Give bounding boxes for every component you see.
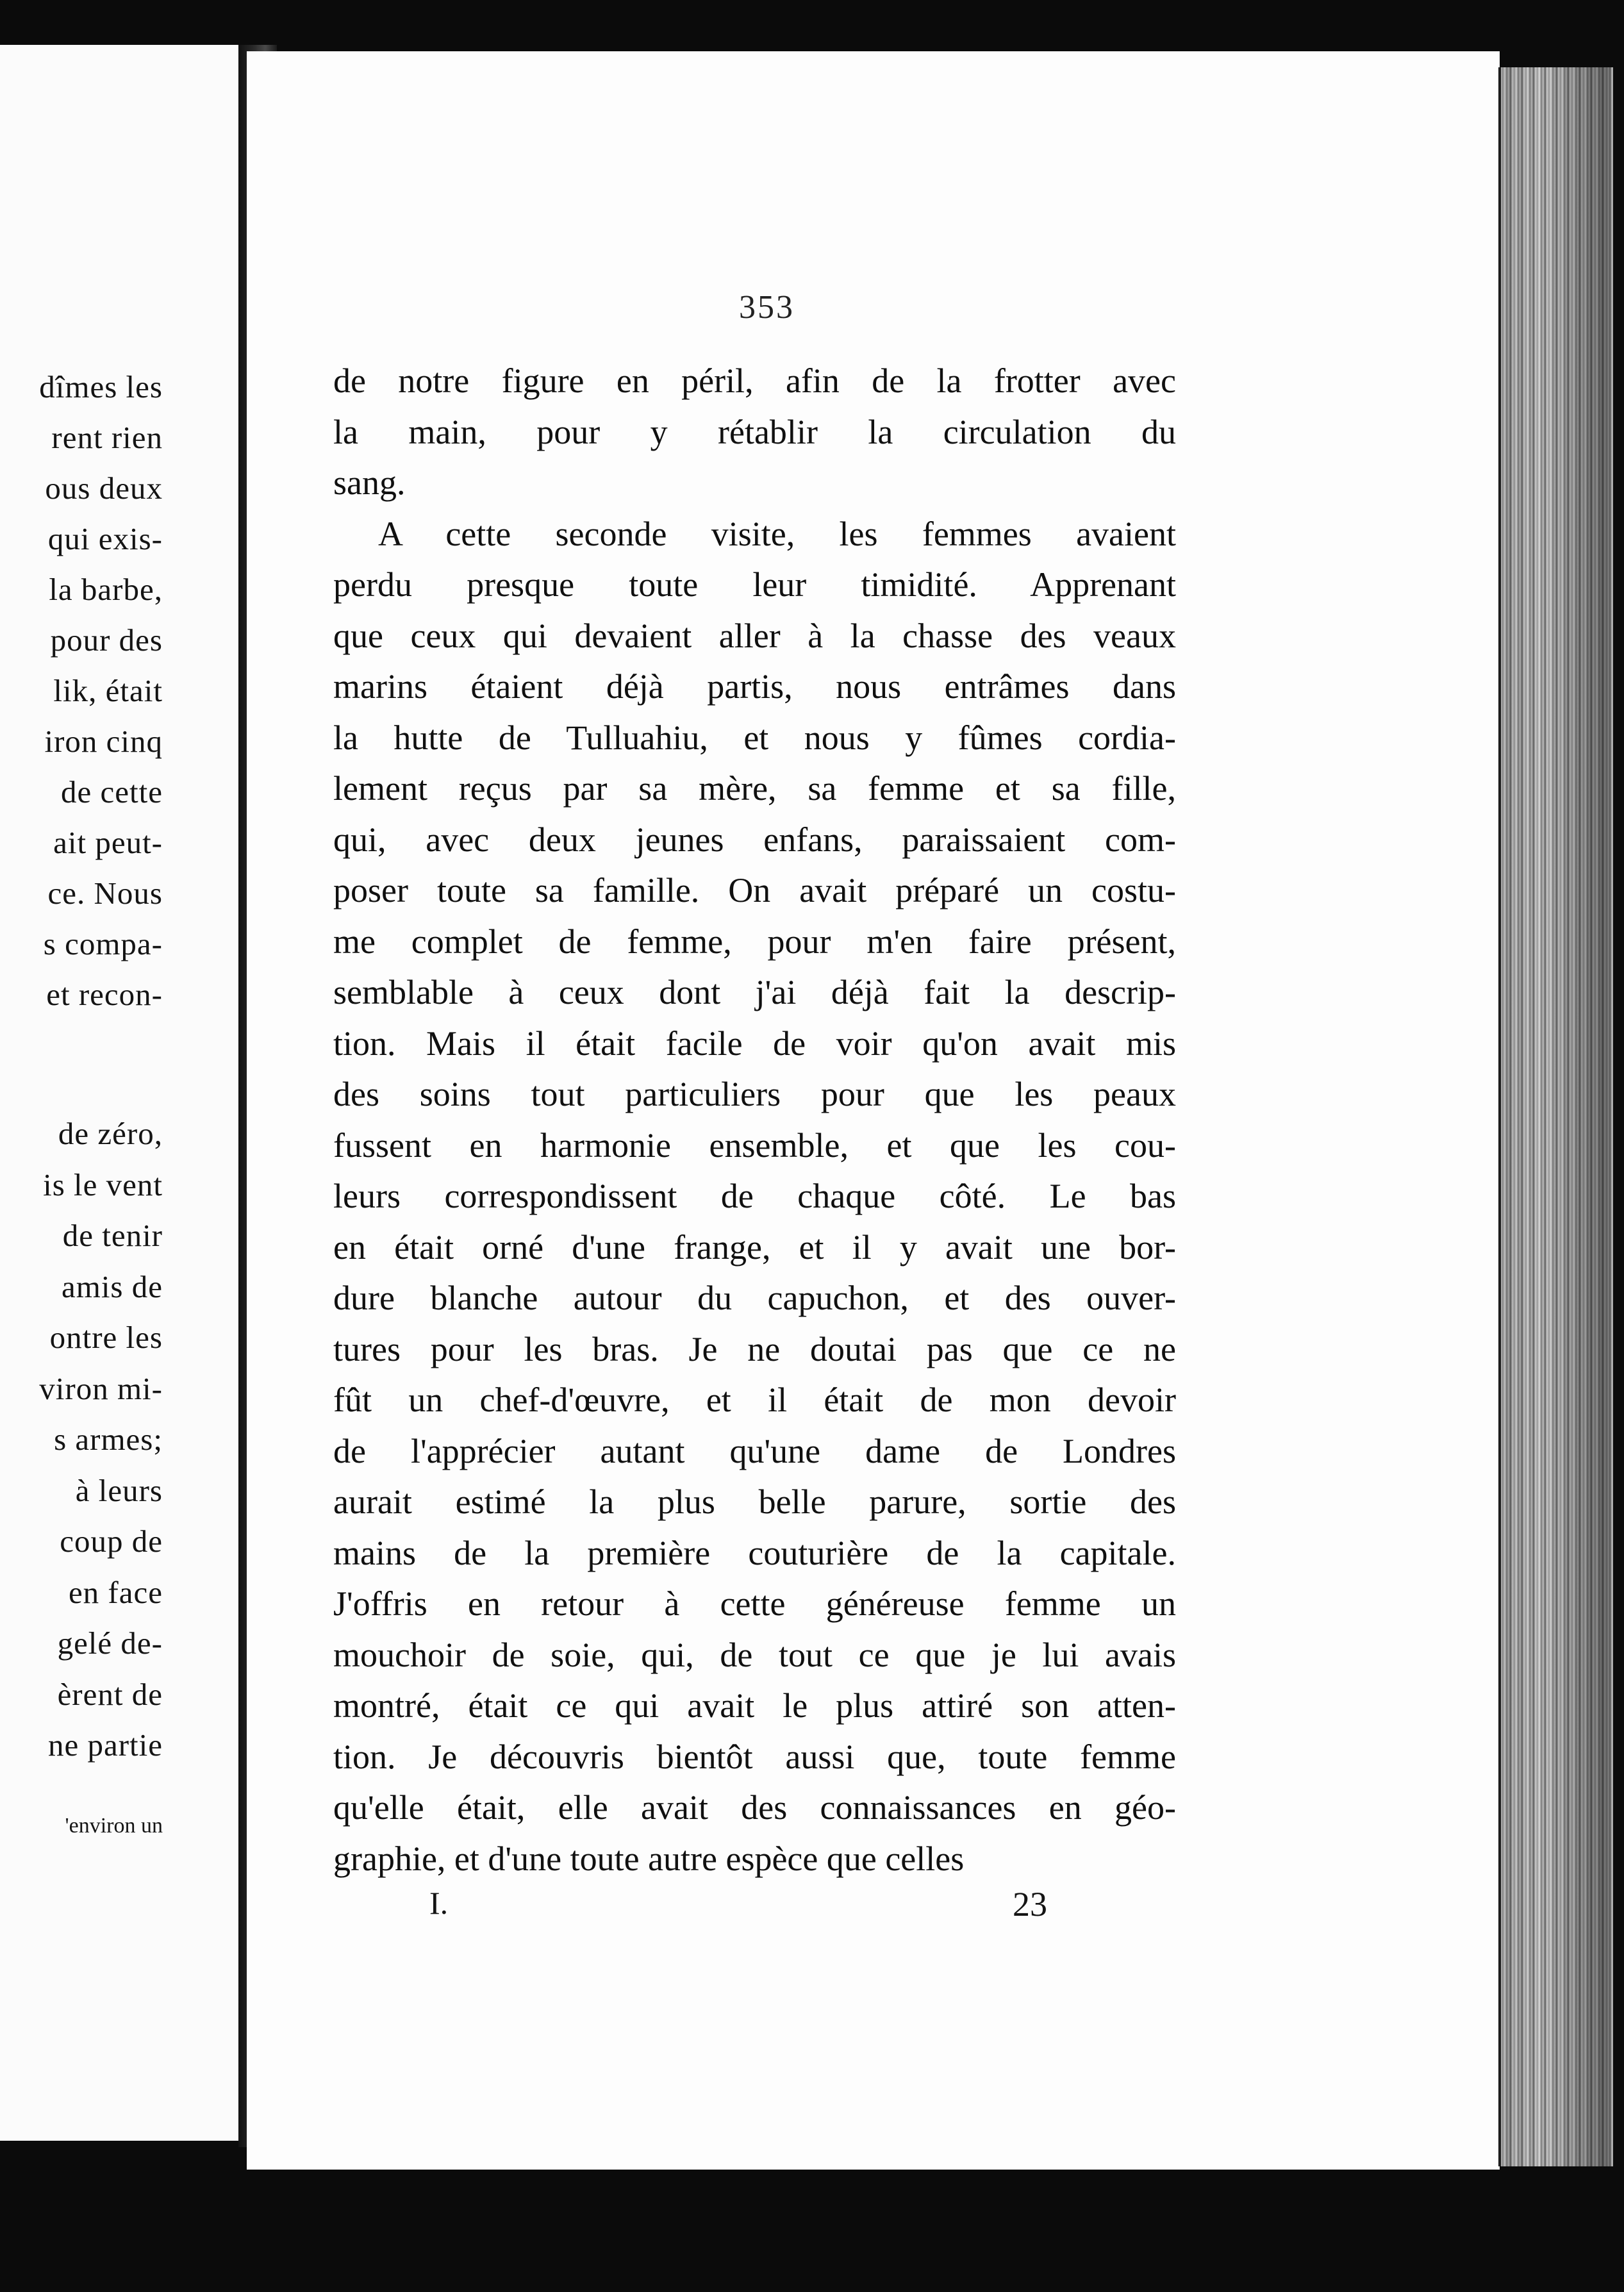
text-line: fussent en harmonie ensemble, et que les cou-	[333, 1125, 1176, 1165]
facing-page-line: coup de	[60, 1524, 163, 1559]
text-line: mouchoir de soie, qui, de tout ce que je lui avais	[333, 1635, 1176, 1674]
facing-page-line: lik, était	[53, 673, 163, 708]
facing-page-line: ait peut-	[53, 825, 163, 860]
fore-edge-shadow	[1498, 67, 1611, 2166]
text-line: graphie, et d'une toute autre espèce que celles	[333, 1839, 965, 1878]
facing-page-line: la barbe,	[49, 572, 163, 607]
text-line: des soins tout particuliers pour que les peaux	[333, 1075, 1176, 1113]
signature-volume-mark: I.	[429, 1885, 449, 1921]
text-line: de notre figure en péril, afin de la frotter avec	[333, 361, 1176, 400]
facing-page-line: en face	[68, 1574, 163, 1610]
facing-page-line: de cette	[61, 774, 163, 810]
facing-page-footnote: 'environ un	[65, 1814, 163, 1838]
text-line: poser toute sa famille. On avait préparé un costu-	[333, 871, 1176, 909]
text-line: semblable à ceux dont j'ai déjà fait la descrip-	[333, 973, 1176, 1011]
text-line: perdu presque toute leur timidité. Apprenant	[333, 565, 1176, 604]
facing-page-line: à leurs	[75, 1472, 163, 1508]
facing-page-line: iron cinq	[44, 724, 163, 759]
facing-page-line: s armes;	[54, 1422, 163, 1457]
facing-page-line: rent rien	[51, 420, 163, 455]
text-line: fût un chef-d'œuvre, et il était de mon devoir	[333, 1381, 1176, 1419]
text-line: A cette seconde visite, les femmes avaient	[378, 514, 1176, 553]
signature-number: 23	[1013, 1885, 1047, 1923]
facing-page-line: dîmes les	[39, 369, 163, 404]
text-line: sang.	[333, 463, 406, 502]
facing-page-line: et recon-	[46, 977, 163, 1012]
text-line: qui, avec deux jeunes enfans, paraissaient com-	[333, 820, 1176, 859]
text-line: mains de la première couturière de la capitale.	[333, 1533, 1176, 1572]
text-line: qu'elle était, elle avait des connaissances en géo-	[333, 1788, 1176, 1827]
facing-page-left	[0, 45, 242, 2141]
facing-page-line: ne partie	[47, 1727, 163, 1763]
facing-page-line: pour des	[50, 622, 163, 658]
text-line: que ceux qui devaient aller à la chasse des veaux	[333, 616, 1176, 655]
text-line: la main, pour y rétablir la circulation du	[333, 412, 1176, 451]
facing-page-line: ous deux	[45, 470, 163, 506]
text-line: de l'apprécier autant qu'une dame de Londres	[333, 1431, 1176, 1470]
text-line: aurait estimé la plus belle parure, sortie des	[333, 1482, 1176, 1521]
text-line: la hutte de Tulluahiu, et nous y fûmes cordia-	[333, 718, 1176, 757]
facing-page-line: gelé de-	[57, 1625, 163, 1661]
text-line: tures pour les bras. Je ne doutai pas que ce ne	[333, 1329, 1176, 1368]
facing-page-line: amis de	[61, 1268, 163, 1304]
text-line: dure blanche autour du capuchon, et des ouver-	[333, 1279, 1176, 1317]
facing-page-line: s compa-	[43, 926, 163, 961]
text-line: tion. Mais il était facile de voir qu'on avait mis	[333, 1024, 1176, 1063]
main-page-text	[333, 356, 1176, 1884]
text-line: leurs correspondissent de chaque côté. Le bas	[333, 1177, 1176, 1215]
text-line: en était orné d'une frange, et il y avait une bor-	[333, 1227, 1176, 1266]
text-line: tion. Je découvris bientôt aussi que, toute femme	[333, 1737, 1176, 1776]
text-line: me complet de femme, pour m'en faire présent,	[333, 922, 1176, 961]
page-number: 353	[739, 289, 795, 326]
text-line: montré, était ce qui avait le plus attiré son atten-	[333, 1686, 1176, 1725]
text-line: lement reçus par sa mère, sa femme et sa fille,	[333, 769, 1176, 808]
facing-page-line: de tenir	[62, 1218, 163, 1253]
facing-page-line: is le vent	[43, 1167, 163, 1202]
facing-page-line: èrent de	[57, 1676, 163, 1712]
facing-page-line: ontre les	[49, 1320, 163, 1355]
facing-page-line: viron mi-	[39, 1370, 163, 1406]
facing-page-line: ce. Nous	[47, 876, 163, 911]
text-line: marins étaient déjà partis, nous entrâmes dans	[333, 667, 1176, 706]
text-line: J'offris en retour à cette généreuse femme un	[333, 1584, 1176, 1623]
facing-page-line: qui exis-	[47, 521, 163, 556]
facing-page-line: de zéro,	[58, 1116, 163, 1151]
